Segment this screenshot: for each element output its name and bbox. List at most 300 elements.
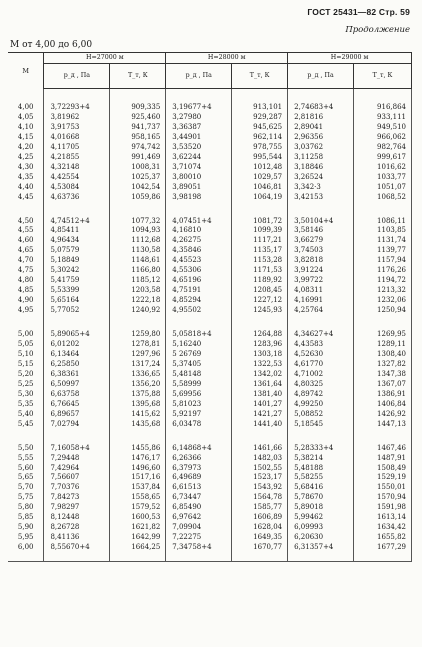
temperature-cell-29000: 1634,42 bbox=[354, 523, 412, 533]
pressure-cell-28000: 7,34758+4 bbox=[166, 543, 232, 553]
temperature-cell-28000: 1461,66 bbox=[232, 444, 288, 454]
temperature-cell-27000: 1042,54 bbox=[110, 183, 166, 193]
temperature-cell-27000: 1008,31 bbox=[110, 163, 166, 173]
temperature-cell-28000: 1628,04 bbox=[232, 523, 288, 533]
pressure-cell-27000: 6,50997 bbox=[44, 380, 110, 390]
altitude-header-2: H=28000 м bbox=[166, 53, 288, 64]
temperature-cell-29000: 1570,94 bbox=[354, 493, 412, 503]
temperature-cell-29000: 916,864 bbox=[354, 103, 412, 113]
pressure-cell-29000: 4,80325 bbox=[288, 380, 354, 390]
pressure-cell-29000: 3,26524 bbox=[288, 173, 354, 183]
group-spacer bbox=[8, 553, 412, 562]
pressure-cell-29000: 3,91224 bbox=[288, 266, 354, 276]
temperature-cell-27000: 1336,65 bbox=[110, 370, 166, 380]
table-row bbox=[8, 193, 412, 203]
table-row bbox=[8, 350, 412, 360]
table-row bbox=[8, 256, 412, 266]
mach-cell: 5,70 bbox=[8, 483, 44, 493]
pressure-cell-27000: 7,98297 bbox=[44, 503, 110, 513]
temperature-cell-27000: 1558,65 bbox=[110, 493, 166, 503]
temperature-cell-29000: 1176,26 bbox=[354, 266, 412, 276]
temperature-cell-27000: 1185,12 bbox=[110, 276, 166, 286]
pressure-cell-28000: 4,35846 bbox=[166, 246, 232, 256]
pressure-cell-28000: 5,37405 bbox=[166, 360, 232, 370]
temperature-cell-27000: 1517,16 bbox=[110, 473, 166, 483]
pressure-cell-28000: 3,36387 bbox=[166, 123, 232, 133]
continued-label: Продолжение bbox=[345, 25, 410, 35]
pressure-cell-29000: 4,99250 bbox=[288, 400, 354, 410]
pressure-cell-28000: 4,55306 bbox=[166, 266, 232, 276]
pressure-cell-28000: 4,85294 bbox=[166, 296, 232, 306]
pressure-cell-27000: 3,91753 bbox=[44, 123, 110, 133]
pressure-cell-28000: 6,85490 bbox=[166, 503, 232, 513]
temperature-cell-29000: 1550,01 bbox=[354, 483, 412, 493]
table-row bbox=[8, 444, 412, 454]
table-row bbox=[8, 410, 412, 420]
table-row bbox=[8, 163, 412, 173]
pressure-cell-29000: 5,89018 bbox=[288, 503, 354, 513]
mach-cell: 5,45 bbox=[8, 420, 44, 430]
pressure-cell-28000: 4,65196 bbox=[166, 276, 232, 286]
pressure-cell-29000: 4,61770 bbox=[288, 360, 354, 370]
mach-cell: 4,00 bbox=[8, 103, 44, 113]
temperature-cell-27000: 1059,86 bbox=[110, 193, 166, 203]
temperature-cell-28000: 962,114 bbox=[232, 133, 288, 143]
temperature-cell-27000: 1664,25 bbox=[110, 543, 166, 553]
mach-cell: 6,00 bbox=[8, 543, 44, 553]
pressure-cell-29000: 3,342·3 bbox=[288, 183, 354, 193]
temperature-cell-27000: 1356,20 bbox=[110, 380, 166, 390]
altitude-header-3: H=29000 м bbox=[288, 53, 412, 64]
temperature-cell-27000: 974,742 bbox=[110, 143, 166, 153]
page-header: ГОСТ 25431—82 Стр. 59 bbox=[307, 7, 410, 17]
pressure-cell-28000: 4,16810 bbox=[166, 226, 232, 236]
table-row bbox=[8, 236, 412, 246]
pressure-cell-27000: 6,25850 bbox=[44, 360, 110, 370]
mach-cell: 4,80 bbox=[8, 276, 44, 286]
pressure-cell-27000: 4,63736 bbox=[44, 193, 110, 203]
table-row bbox=[8, 246, 412, 256]
mach-cell: 5,85 bbox=[8, 513, 44, 523]
temperature-cell-29000: 1467,46 bbox=[354, 444, 412, 454]
temperature-cell-28000: 1421,27 bbox=[232, 410, 288, 420]
pressure-cell-28000: 6,37973 bbox=[166, 464, 232, 474]
table-row bbox=[8, 503, 412, 513]
pressure-cell-27000: 6,63758 bbox=[44, 390, 110, 400]
pressure-cell-27000: 4,32148 bbox=[44, 163, 110, 173]
pressure-header: p_д , Па bbox=[44, 64, 110, 89]
pressure-cell-27000: 4,21855 bbox=[44, 153, 110, 163]
table-row bbox=[8, 103, 412, 113]
temperature-cell-29000: 1131,74 bbox=[354, 236, 412, 246]
pressure-cell-29000: 2,81816 bbox=[288, 113, 354, 123]
temperature-cell-29000: 1426,92 bbox=[354, 410, 412, 420]
temperature-cell-28000: 1543,92 bbox=[232, 483, 288, 493]
pressure-cell-28000: 4,07451+4 bbox=[166, 217, 232, 227]
pressure-cell-28000: 6,26366 bbox=[166, 454, 232, 464]
temperature-cell-29000: 1487,91 bbox=[354, 454, 412, 464]
pressure-cell-27000: 5,89065+4 bbox=[44, 330, 110, 340]
table-row bbox=[8, 173, 412, 183]
mach-cell: 5,20 bbox=[8, 370, 44, 380]
pressure-cell-29000: 4,08311 bbox=[288, 286, 354, 296]
pressure-cell-29000: 4,89742 bbox=[288, 390, 354, 400]
pressure-cell-29000: 3,74503 bbox=[288, 246, 354, 256]
pressure-cell-28000: 7,22275 bbox=[166, 533, 232, 543]
pressure-cell-28000: 4,26275 bbox=[166, 236, 232, 246]
mach-cell: 5,50 bbox=[8, 444, 44, 454]
temperature-cell-28000: 978,755 bbox=[232, 143, 288, 153]
table-row bbox=[8, 523, 412, 533]
temperature-cell-29000: 1613,14 bbox=[354, 513, 412, 523]
pressure-cell-29000: 5,28333+4 bbox=[288, 444, 354, 454]
table-row bbox=[8, 123, 412, 133]
temperature-cell-27000: 1297,96 bbox=[110, 350, 166, 360]
table-row bbox=[8, 133, 412, 143]
mach-cell: 4,65 bbox=[8, 246, 44, 256]
pressure-cell-27000: 8,12448 bbox=[44, 513, 110, 523]
table-row bbox=[8, 217, 412, 227]
temperature-cell-29000: 1016,62 bbox=[354, 163, 412, 173]
temperature-cell-28000: 1283,96 bbox=[232, 340, 288, 350]
pressure-cell-27000: 8,26728 bbox=[44, 523, 110, 533]
pressure-cell-29000: 4,16991 bbox=[288, 296, 354, 306]
temperature-cell-27000: 1435,68 bbox=[110, 420, 166, 430]
pressure-cell-28000: 3,71074 bbox=[166, 163, 232, 173]
temperature-cell-28000: 1649,35 bbox=[232, 533, 288, 543]
table-row bbox=[8, 296, 412, 306]
pressure-cell-29000: 5,38214 bbox=[288, 454, 354, 464]
temperature-cell-27000: 958,165 bbox=[110, 133, 166, 143]
table-row bbox=[8, 380, 412, 390]
pressure-cell-28000: 3,98198 bbox=[166, 193, 232, 203]
temperature-header: T_т, К bbox=[354, 64, 412, 89]
pressure-cell-27000: 4,11705 bbox=[44, 143, 110, 153]
temperature-cell-28000: 1401,27 bbox=[232, 400, 288, 410]
pressure-cell-27000: 7,84273 bbox=[44, 493, 110, 503]
pressure-cell-28000: 5,16240 bbox=[166, 340, 232, 350]
pressure-cell-27000: 8,41136 bbox=[44, 533, 110, 543]
temperature-header: T_т, К bbox=[232, 64, 288, 89]
temperature-cell-27000: 991,469 bbox=[110, 153, 166, 163]
temperature-cell-27000: 1579,52 bbox=[110, 503, 166, 513]
temperature-cell-27000: 1203,58 bbox=[110, 286, 166, 296]
temperature-cell-27000: 941,737 bbox=[110, 123, 166, 133]
temperature-cell-28000: 1585,77 bbox=[232, 503, 288, 513]
temperature-cell-27000: 1537,84 bbox=[110, 483, 166, 493]
pressure-cell-27000: 6,89657 bbox=[44, 410, 110, 420]
temperature-cell-28000: 1081,72 bbox=[232, 217, 288, 227]
pressure-cell-29000: 3,11258 bbox=[288, 153, 354, 163]
pressure-cell-27000: 6,01202 bbox=[44, 340, 110, 350]
temperature-cell-27000: 1130,58 bbox=[110, 246, 166, 256]
mach-cell: 4,90 bbox=[8, 296, 44, 306]
pressure-cell-27000: 8,55670+4 bbox=[44, 543, 110, 553]
temperature-cell-29000: 1677,29 bbox=[354, 543, 412, 553]
pressure-cell-29000: 4,43583 bbox=[288, 340, 354, 350]
table-row bbox=[8, 420, 412, 430]
pressure-cell-28000: 3,27980 bbox=[166, 113, 232, 123]
mach-cell: 5,00 bbox=[8, 330, 44, 340]
pressure-cell-27000: 5,77052 bbox=[44, 306, 110, 316]
pressure-cell-29000: 3,03762 bbox=[288, 143, 354, 153]
table-row bbox=[8, 370, 412, 380]
temperature-cell-29000: 1529,19 bbox=[354, 473, 412, 483]
temperature-cell-29000: 1213,32 bbox=[354, 286, 412, 296]
temperature-cell-29000: 1386,91 bbox=[354, 390, 412, 400]
mach-cell: 4,45 bbox=[8, 193, 44, 203]
pressure-cell-27000: 7,02794 bbox=[44, 420, 110, 430]
pressure-cell-29000: 4,52630 bbox=[288, 350, 354, 360]
temperature-cell-29000: 1157,94 bbox=[354, 256, 412, 266]
mach-cell: 4,05 bbox=[8, 113, 44, 123]
temperature-cell-28000: 1153,28 bbox=[232, 256, 288, 266]
pressure-cell-29000: 2,89041 bbox=[288, 123, 354, 133]
pressure-cell-29000: 3,66279 bbox=[288, 236, 354, 246]
group-spacer bbox=[8, 316, 412, 330]
pressure-cell-28000: 3,44901 bbox=[166, 133, 232, 143]
pressure-cell-27000: 7,16058+4 bbox=[44, 444, 110, 454]
mach-cell: 5,15 bbox=[8, 360, 44, 370]
pressure-cell-29000: 3,18846 bbox=[288, 163, 354, 173]
mach-cell: 4,85 bbox=[8, 286, 44, 296]
mach-cell: 4,15 bbox=[8, 133, 44, 143]
pressure-cell-27000: 4,96434 bbox=[44, 236, 110, 246]
temperature-cell-29000: 1347,38 bbox=[354, 370, 412, 380]
temperature-cell-28000: 1189,92 bbox=[232, 276, 288, 286]
pressure-cell-28000: 5,92197 bbox=[166, 410, 232, 420]
pressure-cell-28000: 4,95502 bbox=[166, 306, 232, 316]
mach-cell: 4,75 bbox=[8, 266, 44, 276]
temperature-cell-27000: 1240,92 bbox=[110, 306, 166, 316]
pressure-cell-27000: 3,72293+4 bbox=[44, 103, 110, 113]
table-row bbox=[8, 454, 412, 464]
mach-cell: 5,75 bbox=[8, 493, 44, 503]
pressure-cell-27000: 6,13464 bbox=[44, 350, 110, 360]
mach-cell: 5,05 bbox=[8, 340, 44, 350]
temperature-cell-29000: 1327,82 bbox=[354, 360, 412, 370]
mach-cell: 5,40 bbox=[8, 410, 44, 420]
pressure-cell-28000: 6,14868+4 bbox=[166, 444, 232, 454]
pressure-cell-29000: 3,42153 bbox=[288, 193, 354, 203]
temperature-cell-28000: 929,287 bbox=[232, 113, 288, 123]
temperature-cell-28000: 1117,21 bbox=[232, 236, 288, 246]
temperature-cell-29000: 1068,52 bbox=[354, 193, 412, 203]
temperature-cell-28000: 1029,57 bbox=[232, 173, 288, 183]
atmosphere-table bbox=[8, 52, 412, 562]
temperature-cell-28000: 1342,02 bbox=[232, 370, 288, 380]
pressure-cell-29000: 2,96356 bbox=[288, 133, 354, 143]
table-row bbox=[8, 330, 412, 340]
temperature-cell-28000: 1264,88 bbox=[232, 330, 288, 340]
table-row bbox=[8, 360, 412, 370]
temperature-cell-28000: 945,625 bbox=[232, 123, 288, 133]
pressure-cell-27000: 5,41759 bbox=[44, 276, 110, 286]
pressure-cell-28000: 3,19677+4 bbox=[166, 103, 232, 113]
pressure-cell-28000: 7,09904 bbox=[166, 523, 232, 533]
mach-cell: 4,20 bbox=[8, 143, 44, 153]
mach-cell: 5,25 bbox=[8, 380, 44, 390]
temperature-cell-27000: 1077,32 bbox=[110, 217, 166, 227]
pressure-cell-29000: 2,74683+4 bbox=[288, 103, 354, 113]
pressure-cell-28000: 5,05818+4 bbox=[166, 330, 232, 340]
table-row bbox=[8, 306, 412, 316]
mach-cell: 5,60 bbox=[8, 464, 44, 474]
pressure-cell-29000: 4,25764 bbox=[288, 306, 354, 316]
temperature-cell-29000: 1591,98 bbox=[354, 503, 412, 513]
mach-cell: 4,50 bbox=[8, 217, 44, 227]
pressure-cell-27000: 6,38361 bbox=[44, 370, 110, 380]
temperature-cell-28000: 1303,18 bbox=[232, 350, 288, 360]
pressure-cell-29000: 5,18545 bbox=[288, 420, 354, 430]
temperature-cell-29000: 1103,85 bbox=[354, 226, 412, 236]
mach-cell: 4,10 bbox=[8, 123, 44, 133]
pressure-cell-29000: 6,20630 bbox=[288, 533, 354, 543]
temperature-cell-28000: 1322,53 bbox=[232, 360, 288, 370]
pressure-cell-29000: 3,82818 bbox=[288, 256, 354, 266]
pressure-cell-28000: 6,03478 bbox=[166, 420, 232, 430]
altitude-header-1: H=27000 м bbox=[44, 53, 166, 64]
temperature-cell-27000: 1148,61 bbox=[110, 256, 166, 266]
pressure-cell-29000: 3,50104+4 bbox=[288, 217, 354, 227]
temperature-header: T_т, К bbox=[110, 64, 166, 89]
table-row bbox=[8, 533, 412, 543]
temperature-cell-27000: 1025,37 bbox=[110, 173, 166, 183]
temperature-cell-28000: 995,544 bbox=[232, 153, 288, 163]
pressure-cell-28000: 3,62244 bbox=[166, 153, 232, 163]
mach-cell: 5,65 bbox=[8, 473, 44, 483]
table-row bbox=[8, 483, 412, 493]
temperature-cell-27000: 1259,80 bbox=[110, 330, 166, 340]
mach-cell: 4,25 bbox=[8, 153, 44, 163]
temperature-cell-27000: 1317,24 bbox=[110, 360, 166, 370]
table-body bbox=[8, 89, 412, 562]
table-row bbox=[8, 464, 412, 474]
temperature-cell-29000: 1655,82 bbox=[354, 533, 412, 543]
pressure-cell-28000: 3,80010 bbox=[166, 173, 232, 183]
temperature-cell-27000: 909,335 bbox=[110, 103, 166, 113]
mach-cell: 5,55 bbox=[8, 454, 44, 464]
pressure-cell-28000: 6,97642 bbox=[166, 513, 232, 523]
table-row bbox=[8, 473, 412, 483]
temperature-cell-28000: 1606,89 bbox=[232, 513, 288, 523]
temperature-cell-29000: 1139,77 bbox=[354, 246, 412, 256]
pressure-cell-27000: 7,56607 bbox=[44, 473, 110, 483]
mach-cell: 5,90 bbox=[8, 523, 44, 533]
pressure-cell-29000: 5,99462 bbox=[288, 513, 354, 523]
temperature-cell-28000: 1381,40 bbox=[232, 390, 288, 400]
temperature-cell-27000: 1600,53 bbox=[110, 513, 166, 523]
pressure-cell-28000: 5,58999 bbox=[166, 380, 232, 390]
temperature-cell-27000: 1278,81 bbox=[110, 340, 166, 350]
temperature-cell-27000: 1642,99 bbox=[110, 533, 166, 543]
pressure-cell-27000: 4,01668 bbox=[44, 133, 110, 143]
pressure-cell-27000: 4,85411 bbox=[44, 226, 110, 236]
temperature-cell-29000: 1367,07 bbox=[354, 380, 412, 390]
temperature-cell-29000: 999,617 bbox=[354, 153, 412, 163]
pressure-cell-28000: 5,48148 bbox=[166, 370, 232, 380]
pressure-cell-27000: 7,42964 bbox=[44, 464, 110, 474]
temperature-cell-27000: 1222,18 bbox=[110, 296, 166, 306]
table-row bbox=[8, 340, 412, 350]
table-row bbox=[8, 183, 412, 193]
table-row bbox=[8, 276, 412, 286]
pressure-cell-27000: 6,76645 bbox=[44, 400, 110, 410]
pressure-cell-27000: 5,65164 bbox=[44, 296, 110, 306]
temperature-cell-29000: 1308,40 bbox=[354, 350, 412, 360]
pressure-cell-28000: 4,75191 bbox=[166, 286, 232, 296]
mach-column-header: М bbox=[8, 53, 44, 89]
pressure-cell-28000: 6,49689 bbox=[166, 473, 232, 483]
table-row bbox=[8, 400, 412, 410]
pressure-cell-29000: 5,68416 bbox=[288, 483, 354, 493]
temperature-cell-28000: 1208,45 bbox=[232, 286, 288, 296]
temperature-cell-27000: 1395,68 bbox=[110, 400, 166, 410]
temperature-cell-29000: 1269,95 bbox=[354, 330, 412, 340]
temperature-cell-28000: 1361,64 bbox=[232, 380, 288, 390]
pressure-cell-28000: 6,73447 bbox=[166, 493, 232, 503]
temperature-cell-27000: 1094,93 bbox=[110, 226, 166, 236]
pressure-cell-27000: 5,30242 bbox=[44, 266, 110, 276]
mach-cell: 5,30 bbox=[8, 390, 44, 400]
temperature-cell-27000: 1621,82 bbox=[110, 523, 166, 533]
table-row bbox=[8, 153, 412, 163]
pressure-cell-28000: 5,69956 bbox=[166, 390, 232, 400]
pressure-cell-27000: 4,53084 bbox=[44, 183, 110, 193]
pressure-cell-28000: 5,81023 bbox=[166, 400, 232, 410]
pressure-cell-29000: 5,58255 bbox=[288, 473, 354, 483]
mach-cell: 4,35 bbox=[8, 173, 44, 183]
mach-cell: 4,70 bbox=[8, 256, 44, 266]
temperature-cell-27000: 1415,62 bbox=[110, 410, 166, 420]
pressure-header: p_д , Па bbox=[166, 64, 232, 89]
temperature-cell-28000: 913,101 bbox=[232, 103, 288, 113]
mach-cell: 4,60 bbox=[8, 236, 44, 246]
temperature-cell-28000: 1227,12 bbox=[232, 296, 288, 306]
mach-cell: 4,30 bbox=[8, 163, 44, 173]
temperature-cell-27000: 1476,17 bbox=[110, 454, 166, 464]
pressure-cell-27000: 4,74512+4 bbox=[44, 217, 110, 227]
pressure-cell-28000: 5 26769 bbox=[166, 350, 232, 360]
temperature-cell-28000: 1482,03 bbox=[232, 454, 288, 464]
temperature-cell-28000: 1441,40 bbox=[232, 420, 288, 430]
pressure-cell-29000: 3,58146 bbox=[288, 226, 354, 236]
temperature-cell-28000: 1245,93 bbox=[232, 306, 288, 316]
mach-cell: 5,80 bbox=[8, 503, 44, 513]
table-row bbox=[8, 113, 412, 123]
temperature-cell-29000: 1508,49 bbox=[354, 464, 412, 474]
pressure-cell-29000: 5,78670 bbox=[288, 493, 354, 503]
table-row bbox=[8, 226, 412, 236]
pressure-cell-29000: 4,71002 bbox=[288, 370, 354, 380]
pressure-cell-28000: 3,89051 bbox=[166, 183, 232, 193]
mach-cell: 4,95 bbox=[8, 306, 44, 316]
temperature-cell-29000: 1086,11 bbox=[354, 217, 412, 227]
temperature-cell-28000: 1135,17 bbox=[232, 246, 288, 256]
temperature-cell-28000: 1171,53 bbox=[232, 266, 288, 276]
pressure-cell-29000: 6,31357+4 bbox=[288, 543, 354, 553]
temperature-cell-29000: 966,062 bbox=[354, 133, 412, 143]
temperature-cell-29000: 1447,13 bbox=[354, 420, 412, 430]
mach-cell: 5,35 bbox=[8, 400, 44, 410]
mach-cell: 4,40 bbox=[8, 183, 44, 193]
temperature-cell-29000: 982,764 bbox=[354, 143, 412, 153]
temperature-cell-29000: 1194,72 bbox=[354, 276, 412, 286]
temperature-cell-28000: 1012,48 bbox=[232, 163, 288, 173]
table-row bbox=[8, 390, 412, 400]
pressure-cell-27000: 7,29448 bbox=[44, 454, 110, 464]
pressure-cell-28000: 4,45523 bbox=[166, 256, 232, 266]
